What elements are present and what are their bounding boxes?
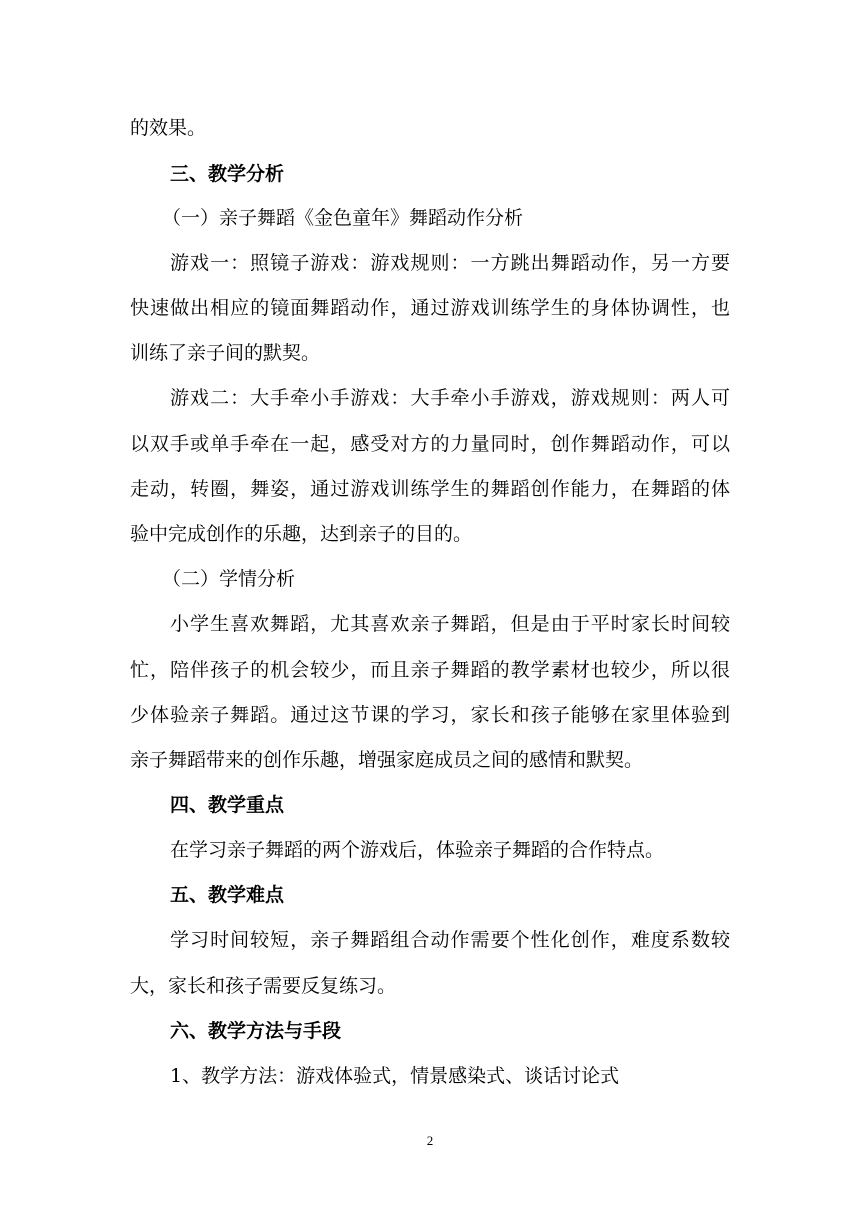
- text-line: 小学生喜欢舞蹈，尤其喜欢亲子舞蹈，但是由于平时家长时间较: [170, 613, 730, 635]
- section-heading: 六、教学方法与手段: [170, 1020, 342, 1042]
- text-line: 亲子舞蹈带来的创作乐趣，增强家庭成员之间的感情和默契。: [130, 749, 644, 771]
- text-line: 以双手或单手牵在一起，感受对方的力量同时，创作舞蹈动作，可以: [130, 433, 730, 455]
- text-line: 训练了亲子间的默契。: [130, 342, 321, 364]
- section-heading: 四、教学重点: [170, 794, 285, 816]
- text-line: 1、教学方法：游戏体验式，情景感染式、谈话讨论式: [170, 1065, 620, 1087]
- text-line: 学习时间较短，亲子舞蹈组合动作需要个性化创作，难度系数较: [170, 929, 730, 951]
- text-line: 忙，陪伴孩子的机会较少，而且亲子舞蹈的教学素材也较少，所以很: [130, 659, 730, 681]
- text-line: 少体验亲子舞蹈。通过这节课的学习，家长和孩子能够在家里体验到: [130, 704, 730, 726]
- section-heading: 三、教学分析: [170, 163, 285, 185]
- text-line: 游戏一：照镜子游戏：游戏规则：一方跳出舞蹈动作，另一方要: [170, 252, 730, 274]
- text-line: 验中完成创作的乐趣，达到亲子的目的。: [130, 523, 473, 545]
- text-line: 的效果。: [130, 117, 207, 139]
- text-line: 游戏二：大手牵小手游戏：大手牵小手游戏，游戏规则：两人可: [170, 387, 730, 409]
- text-line: 快速做出相应的镜面舞蹈动作，通过游戏训练学生的身体协调性，也: [130, 297, 730, 319]
- text-line: 走动，转圈，舞姿，通过游戏训练学生的舞蹈创作能力，在舞蹈的体: [130, 478, 730, 500]
- section-heading: 五、教学难点: [170, 884, 285, 906]
- text-line: 在学习亲子舞蹈的两个游戏后，体验亲子舞蹈的合作特点。: [170, 839, 665, 861]
- page-number: 2: [426, 1133, 434, 1148]
- subsection-heading: （二）学情分析: [162, 568, 296, 590]
- text-line: 大，家长和孩子需要反复练习。: [130, 975, 397, 997]
- subsection-heading: （一）亲子舞蹈《金色童年》舞蹈动作分析: [162, 207, 524, 229]
